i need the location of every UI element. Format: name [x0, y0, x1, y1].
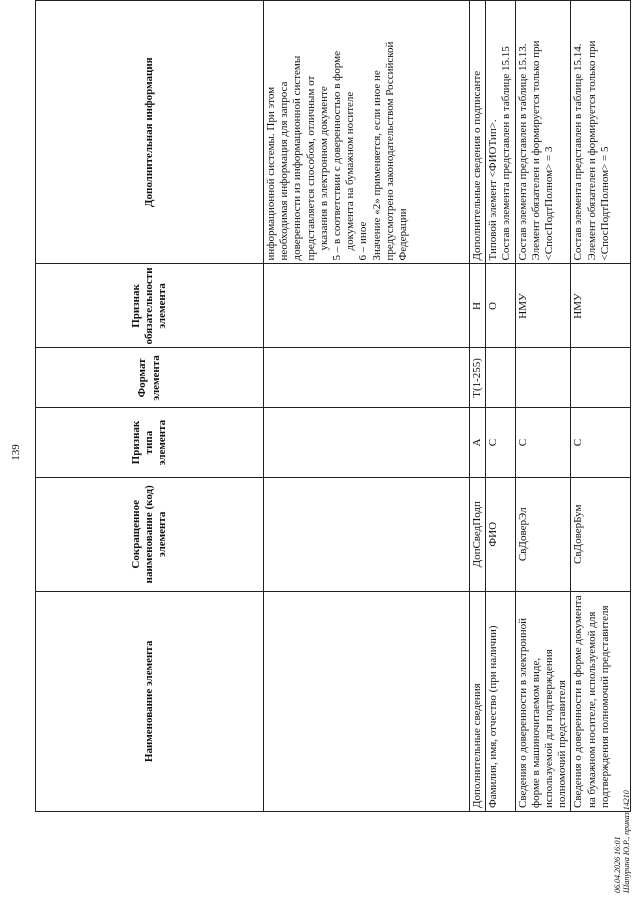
cell-element-name — [264, 591, 470, 811]
info-line: Состав элемента представлен в таблице 15.13. — [516, 43, 529, 261]
table-row — [571, 1, 631, 812]
cell-element-format — [486, 348, 515, 408]
cell-element-code — [264, 477, 470, 591]
info-line: необходимая информация для запроса — [278, 81, 291, 261]
info-line: Элемент обязателен и формируется только при — [529, 40, 542, 261]
cell-element-name: Фамилия, имя, отчество (при наличии) — [486, 591, 515, 811]
cell-element-code: СвДоверБум — [571, 477, 631, 591]
cell-element-type: С — [571, 408, 631, 478]
table-row — [264, 1, 470, 812]
header-element-code: Сокращенное наименование (код) элемента — [36, 477, 264, 591]
cell-element-name: Дополнительные сведения — [470, 591, 486, 811]
elements-table — [35, 0, 631, 812]
header-element-format: Формат элемента — [36, 348, 264, 408]
header-element-required: Признак обязательности элемента — [36, 264, 264, 348]
info-line: <СпосПодтПолном> = 5 — [598, 146, 611, 261]
info-line: 5 – в соответствии с доверенностью в форме — [330, 51, 343, 261]
info-line: Элемент обязателен и формируется только при — [585, 40, 598, 261]
cell-element-required — [264, 264, 470, 348]
cell-element-code: ДопСведПодп — [470, 477, 486, 591]
info-line: Состав элемента представлен в таблице 15.14. — [572, 43, 585, 261]
electronic-signature-stamp — [613, 790, 632, 893]
info-line: Федерации — [396, 208, 409, 261]
info-line: <СпосПодтПолном> = 3 — [542, 146, 555, 261]
cell-element-type: А — [470, 408, 486, 478]
cell-element-required: О — [486, 264, 515, 348]
table-row — [470, 1, 486, 812]
header-additional-info: Дополнительная информация — [36, 1, 264, 264]
cell-element-format — [571, 348, 631, 408]
info-line: информационной системы. При этом — [265, 86, 277, 261]
table-row — [515, 1, 571, 812]
cell-additional-info — [470, 1, 486, 264]
info-line: 6 – иное — [357, 221, 370, 261]
cell-additional-info — [486, 1, 515, 264]
cell-additional-info — [264, 1, 470, 264]
info-line: предусмотрено законодательством Российской — [383, 41, 396, 261]
cell-element-format — [515, 348, 571, 408]
table-row — [486, 1, 515, 812]
info-line: указания в электронном документе — [317, 86, 330, 251]
cell-additional-info — [515, 1, 571, 264]
cell-element-required: Н — [470, 264, 486, 348]
header-element-name: Наименование элемента — [36, 591, 264, 811]
cell-additional-info — [571, 1, 631, 264]
table-header-row — [36, 1, 264, 812]
header-element-type: Признак типа элемента — [36, 408, 264, 478]
info-line: Состав элемента представлен в таблице 15.15 — [500, 46, 513, 261]
cell-element-name: Сведения о доверенности в форме документа на бумажном носителе, используемой для подтверждения полномочий представителя — [571, 591, 631, 811]
stamp-signer: Шапурина Ю.Р., приказ 14210 — [622, 790, 632, 893]
cell-element-required: НМУ — [571, 264, 631, 348]
cell-element-name: Сведения о доверенности в электронной форме в машиночитаемом виде, используемой для подтверждения полномочий представителя — [515, 591, 571, 811]
info-line: Значение «2» применяется, если иное не — [370, 70, 383, 261]
info-line: доверенности из информационной системы — [291, 55, 304, 261]
cell-element-type — [264, 408, 470, 478]
cell-element-code: ФИО — [486, 477, 515, 591]
cell-element-format: T(1-255) — [470, 348, 486, 408]
cell-element-type: С — [515, 408, 571, 478]
cell-element-format — [264, 348, 470, 408]
info-line: документа на бумажном носителе — [344, 91, 357, 251]
stamp-date: 06.04.2026 16:01 — [612, 836, 622, 893]
info-line: представляется способом, отличным от — [304, 75, 317, 261]
info-line: Типовой элемент <ФИОТип>. — [487, 119, 500, 261]
cell-element-required: НМУ — [515, 264, 571, 348]
page-number: 139 — [10, 444, 22, 461]
cell-element-code: СвДоверЭл — [515, 477, 571, 591]
info-line: Дополнительные сведения о подписанте — [471, 70, 483, 261]
cell-element-type: С — [486, 408, 515, 478]
